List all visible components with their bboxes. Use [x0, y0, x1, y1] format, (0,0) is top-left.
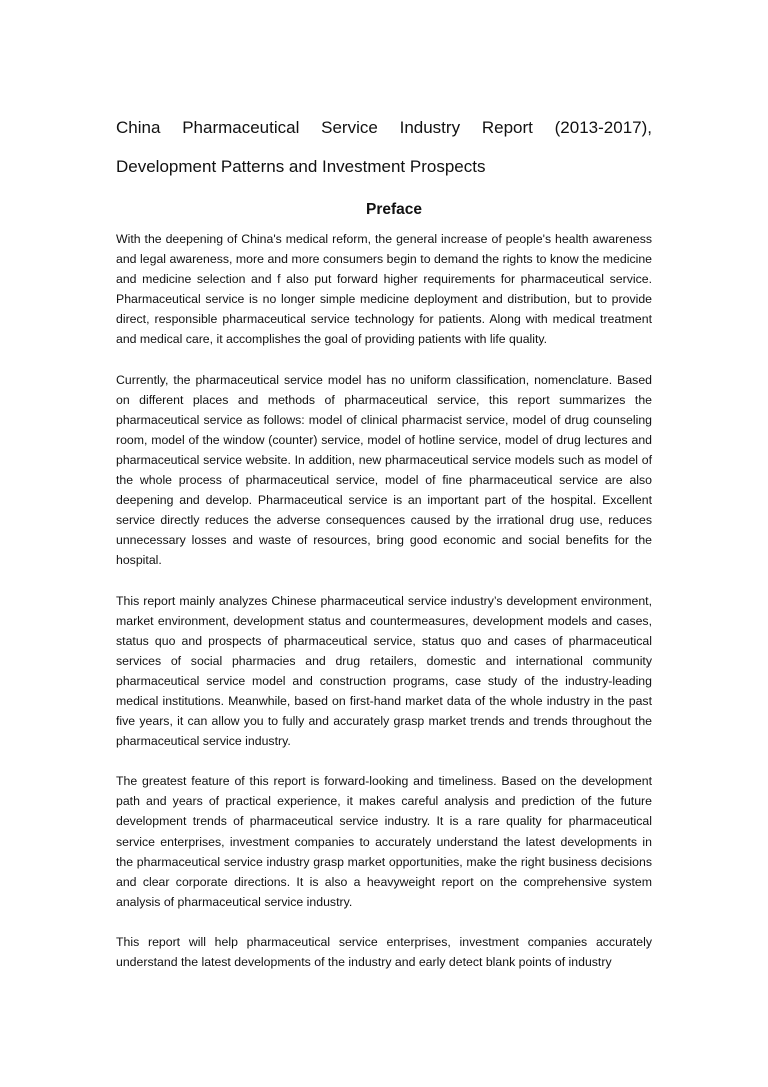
- document-page: [116, 108, 652, 992]
- paragraph-5: This report will help pharmaceutical service enterprises, investment companies accurately understand the latest developments of the industry and early detect blank points of industry: [116, 934, 652, 969]
- paragraph-3: This report mainly analyzes Chinese pharmaceutical service industry’s development environment, market environment, development status and countermeasures, development models and cases, status quo and prospects of pharmaceutical service, status quo and cases of pharmaceutical services of social pharmacies and drug retailers, domestic and international community pharmaceutical service model and construction programs, case study of the industry-leading medical institutions. Meanwhile, based on first-hand market data of the whole industry in the past five years, it can allow you to fully and accurately grasp market trends and trends throughout the pharmaceutical service industry.: [116, 593, 652, 749]
- paragraph-4: The greatest feature of this report is forward-looking and timeliness. Based on the development path and years of practical experience, it makes careful analysis and prediction of the future development trends of pharmaceutical service industry. It is a rare quality for pharmaceutical service enterprises, investment companies to accurately understand the latest developments in the pharmaceutical service industry grasp market opportunities, make the right business decisions and clear corporate directions. It is also a heavyweight report on the comprehensive system analysis of pharmaceutical service industry.: [116, 774, 652, 909]
- document-title: [116, 108, 652, 186]
- title-line-2: Development Patterns and Investment Prospects: [116, 157, 486, 176]
- paragraph-1: With the deepening of China's medical reform, the general increase of people's health awareness and legal awareness, more and more consumers begin to demand the rights to know the medicine and medicine selection and f also put forward higher requirements for pharmaceutical service. Pharmaceutical service is no longer simple medicine deployment and distribution, but to provide direct, responsible pharmaceutical service technology for patients. Along with medical treatment and medical care, it accomplishes the goal of providing patients with life quality.: [116, 232, 652, 347]
- section-heading-preface: Preface: [365, 201, 422, 218]
- title-line-1: China Pharmaceutical Service Industry Report (2013-2017),: [116, 118, 652, 137]
- paragraph-2: Currently, the pharmaceutical service model has no uniform classification, nomenclature. Based on different places and methods of pharmaceutical service, this report summarizes the pharmaceutical service as follows: model of clinical pharmacist service, model of drug counseling room, model of the window (counter) service, model of hotline service, model of drug lectures and pharmaceutical service website. In addition, new pharmaceutical service models such as model of the whole process of pharmaceutical service, model of fine pharmaceutical service are also deepening and develop. Pharmaceutical service is an important part of the hospital. Excellent service directly reduces the adverse consequences caused by the irrational drug use, reduces unnecessary losses and waste of resources, bring good economic and social benefits for the hospital.: [116, 372, 652, 568]
